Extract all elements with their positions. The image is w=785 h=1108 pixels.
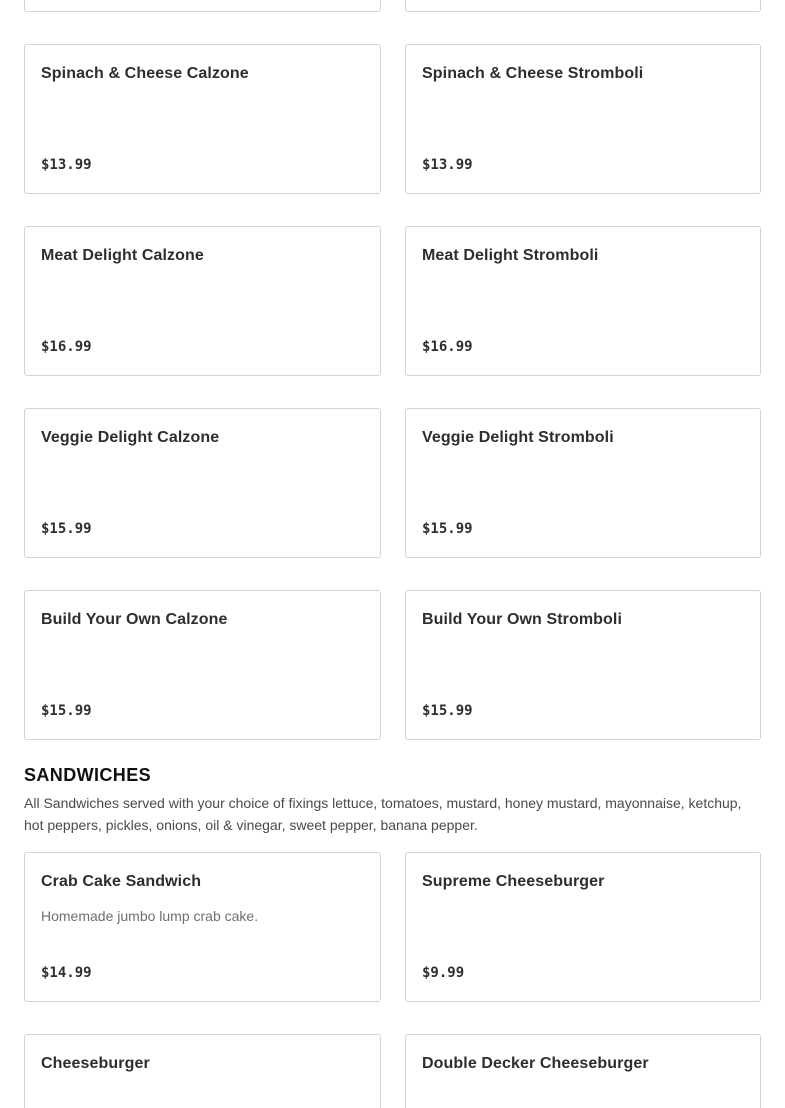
menu-item-card[interactable] <box>405 408 761 558</box>
item-price: $13.99 <box>422 157 473 173</box>
item-name: Spinach & Cheese Calzone <box>41 65 249 82</box>
item-name: Meat Delight Stromboli <box>422 247 599 264</box>
menu-item-card[interactable] <box>24 408 381 558</box>
item-name: Veggie Delight Calzone <box>41 429 220 446</box>
item-name: Spinach & Cheese Stromboli <box>422 65 644 82</box>
item-price: $15.99 <box>41 521 92 537</box>
item-price: $13.99 <box>41 157 92 173</box>
item-price: $16.99 <box>41 339 92 355</box>
item-name: Supreme Cheeseburger <box>422 873 605 890</box>
menu-item-card[interactable] <box>24 226 381 376</box>
item-name: Double Decker Cheeseburger <box>422 1055 649 1072</box>
item-name: Veggie Delight Stromboli <box>422 429 614 446</box>
item-price: $15.99 <box>41 703 92 719</box>
item-price: $15.99 <box>422 521 473 537</box>
item-name: Cheeseburger <box>41 1055 150 1072</box>
section-description: All Sandwiches served with your choice of fixings lettuce, tomatoes, mustard, honey mustard, mayonnaise, ketchup, hot peppers, pickles, onions, oil & vinegar, sweet pepper, banana pepper. <box>24 795 742 833</box>
menu-item-card[interactable] <box>24 1034 381 1108</box>
item-description: Homemade jumbo lump crab cake. <box>41 908 259 924</box>
menu-item-card[interactable] <box>24 852 381 1002</box>
item-price: $9.99 <box>422 965 465 981</box>
menu-item-card[interactable] <box>405 0 761 12</box>
menu-item-card[interactable] <box>405 590 761 740</box>
item-name: Build Your Own Calzone <box>41 611 228 628</box>
menu-item-card[interactable] <box>24 0 381 12</box>
item-name: Build Your Own Stromboli <box>422 611 623 628</box>
menu-item-card[interactable] <box>405 852 761 1002</box>
item-price: $14.99 <box>41 965 92 981</box>
menu-item-card[interactable] <box>405 1034 761 1108</box>
item-name: Meat Delight Calzone <box>41 247 204 264</box>
menu-item-card[interactable] <box>24 590 381 740</box>
menu-item-card[interactable] <box>405 44 761 194</box>
menu-item-card[interactable] <box>405 226 761 376</box>
section-title-sandwiches: SANDWICHES <box>24 765 152 785</box>
item-price: $16.99 <box>422 339 473 355</box>
item-name: Crab Cake Sandwich <box>41 873 202 890</box>
menu-item-card[interactable] <box>24 44 381 194</box>
item-price: $15.99 <box>422 703 473 719</box>
